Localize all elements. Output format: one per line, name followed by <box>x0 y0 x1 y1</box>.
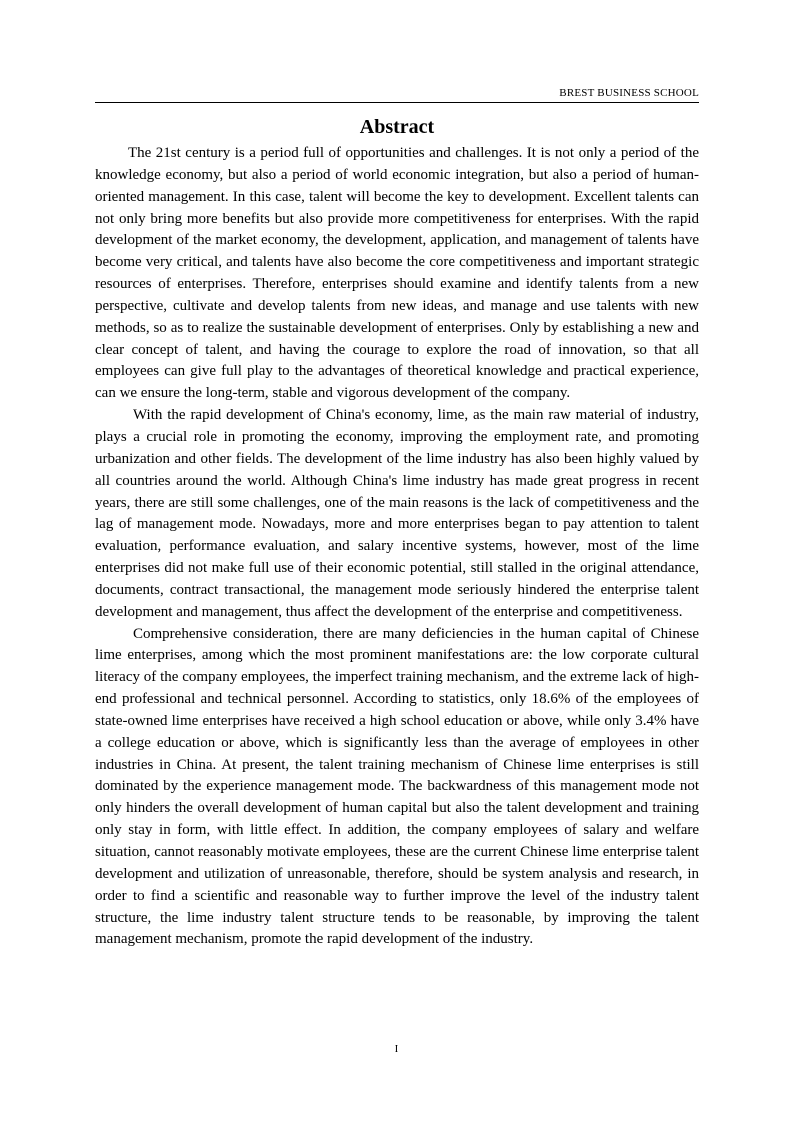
page-number: I <box>394 1043 399 1055</box>
running-header <box>95 86 699 103</box>
abstract-paragraph-3: Comprehensive consideration, there are many deficiencies in the human capital of Chinese lime enterprises, among which the most prominent manifestations are: the low corporate cultural literacy of the company employees, the imperfect training mechanism, and the extreme lack of high-end professional and technical personnel. According to statistics, only 18.6% of the employees of state-owned lime enterprises have received a high school education or above, while only 3.4% have a college education or above, which is significantly less than the average of employees in other industries in China. At present, the talent training mechanism of Chinese lime enterprises is still dominated by the experience management mode. The backwardness of this management mode not only hinders the overall development of human capital but also the talent development and training only stay in form, with little effect. In addition, the company employees of salary and welfare situation, cannot reasonably motivate employees, these are the current Chinese lime enterprise talent development and utilization of unreasonable, therefore, should be system analysis and research, in order to find a scientific and reasonable way to further improve the level of the industry talent structure, the lime industry talent structure tends to be reasonable, by improving the talent management mechanism, promote the rapid development of the industry. <box>95 625 699 948</box>
running-header-text: BREST BUSINESS SCHOOL <box>559 87 699 99</box>
abstract-title: Abstract <box>359 116 435 138</box>
abstract-paragraph-2: With the rapid development of China's economy, lime, as the main raw material of industry, plays a crucial role in promoting the economy, improving the employment rate, and promoting urbanization and other fields. The development of the lime industry has also been highly valued by all countries around the world. Although China's lime industry has made great progress in recent years, there are still some challenges, one of the main reasons is the lack of competitiveness and the lag of management mode. Nowadays, more and more enterprises began to pay attention to talent evaluation, performance evaluation, and salary incentive systems, however, most of the lime enterprises did not make full use of their economic potential, still stalled in the original attendance, documents, contract transactional, the management mode seriously hindered the enterprise talent development and management, thus affect the development of the enterprise and competitiveness. <box>95 407 699 620</box>
abstract-paragraph-1: The 21st century is a period full of opportunities and challenges. It is not only a period of the knowledge economy, but also a period of world economic integration, but also a period of human-oriented management. In this case, talent will become the key to development. Excellent talents can not only bring more benefits but also provide more competitiveness for enterprises. With the rapid development of the market economy, the development, application, and management of talents have become very critical, and talents have also become the core competitiveness and important strategic resources of enterprises. Therefore, enterprises should examine and identify talents from a new perspective, cultivate and develop talents from new ideas, and manage and use talents with new methods, so as to realize the sustainable development of enterprises. Only by establishing a new and clear concept of talent, and having the courage to explore the road of innovation, so that all employees can give full play to the advantages of theoretical knowledge and practical experience, can we ensure the long-term, stable and vigorous development of the company. <box>95 145 699 402</box>
abstract-body <box>95 143 699 951</box>
